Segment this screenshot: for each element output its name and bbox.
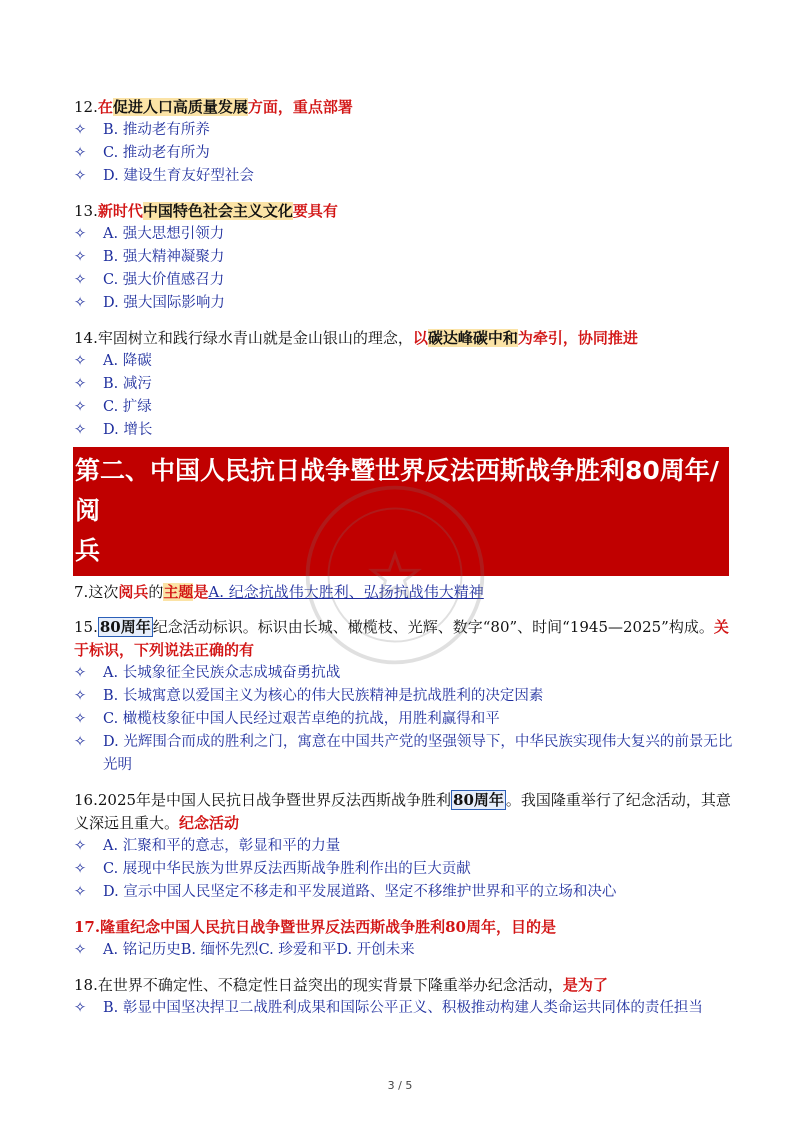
q13-option: ✧ C. 强大价值感召力 (74, 269, 734, 292)
page-number: 3 / 5 (387, 1079, 413, 1092)
diamond-star-icon: ✧ (74, 272, 87, 288)
q12-option: ✧ B. 推动老有所养 (74, 119, 734, 142)
q16-option: ✧ C. 展现中华民族为世界反法西斯战争胜利作出的巨大贡献 (74, 858, 734, 881)
q12-option: ✧ D. 建设生育友好型社会 (74, 165, 734, 188)
highlight-box: 80周年 (453, 791, 504, 809)
diamond-star-icon: ✧ (74, 376, 87, 392)
diamond-star-icon: ✧ (74, 168, 87, 184)
diamond-star-icon: ✧ (74, 122, 87, 138)
question-18: 18.在世界不确定性、不稳定性日益突出的现实背景下隆重举办纪念活动，是为了 (74, 976, 608, 994)
highlight-box: 80周年 (99, 618, 151, 636)
diamond-star-icon: ✧ (74, 295, 87, 311)
diamond-star-icon: ✧ (74, 226, 87, 242)
q14-option: ✧ D. 增长 (74, 419, 734, 442)
q14-option: ✧ B. 减污 (74, 373, 734, 396)
diamond-star-icon: ✧ (74, 1000, 87, 1016)
q7-answer: A. 纪念抗战伟大胜利、弘扬抗战伟大精神 (208, 583, 484, 601)
question-7: 7.这次阅兵的主题是A. 纪念抗战伟大胜利、弘扬抗战伟大精神 (74, 583, 484, 601)
q14-option: ✧ A. 降碳 (74, 350, 734, 373)
diamond-star-icon: ✧ (74, 353, 87, 369)
diamond-star-icon: ✧ (74, 884, 87, 900)
content (74, 96, 734, 1020)
q17-option: ✧ A. 铭记历史B. 缅怀先烈C. 珍爱和平D. 开创未来 (74, 939, 734, 962)
q15-option: ✧ D. 光辉围合而成的胜利之门，寓意在中国共产党的坚强领导下，中华民族实现伟大复兴的前景无比光明 (74, 731, 734, 777)
q13-option: ✧ B. 强大精神凝聚力 (74, 246, 734, 269)
question-12: 12.在促进人口高质量发展方面，重点部署 (74, 98, 353, 116)
diamond-star-icon: ✧ (74, 838, 87, 854)
diamond-star-icon: ✧ (74, 688, 87, 704)
q15-option: ✧ A. 长城象征全民族众志成城奋勇抗战 (74, 662, 734, 685)
q15-option: ✧ B. 长城寓意以爱国主义为核心的伟大民族精神是抗战胜利的决定因素 (74, 685, 734, 708)
q15-option: ✧ C. 橄榄枝象征中国人民经过艰苦卓绝的抗战，用胜利赢得和平 (74, 708, 734, 731)
question-16: 16.2025年是中国人民抗日战争暨世界反法西斯战争胜利 80周年 。我国隆重举行了纪念活动，其意义深远且重大。纪念活动 (74, 791, 731, 832)
q14-option: ✧ C. 扩绿 (74, 396, 734, 419)
question-13: 13.新时代中国特色社会主义文化要具有 (74, 202, 338, 220)
q18-option: ✧ B. 彰显中国坚决捍卫二战胜利成果和国际公平正义、积极推动构建人类命运共同体的责任担当 (74, 997, 734, 1020)
q16-option: ✧ D. 宣示中国人民坚定不移走和平发展道路、坚定不移维护世界和平的立场和决心 (74, 881, 734, 904)
diamond-star-icon: ✧ (74, 399, 87, 415)
diamond-star-icon: ✧ (74, 422, 87, 438)
diamond-star-icon: ✧ (74, 145, 87, 161)
q16-option: ✧ A. 汇聚和平的意志，彰显和平的力量 (74, 835, 734, 858)
section-banner-line2: 兵 (75, 536, 101, 565)
diamond-star-icon: ✧ (74, 942, 87, 958)
diamond-star-icon: ✧ (74, 861, 87, 877)
diamond-star-icon: ✧ (74, 734, 87, 750)
q13-option: ✧ A. 强大思想引领力 (74, 223, 734, 246)
diamond-star-icon: ✧ (74, 711, 87, 727)
question-15: 15. 80周年 纪念活动标识。标识由长城、橄榄枝、光辉、数字“80”、时间“1945—2025”构成。关于标识，下列说法正确的有 (74, 618, 729, 659)
diamond-star-icon: ✧ (74, 249, 87, 265)
question-14: 14.牢固树立和践行绿水青山就是金山银山的理念，以碳达峰碳中和为牵引，协同推进 (74, 329, 638, 347)
q12-option: ✧ C. 推动老有所为 (74, 142, 734, 165)
q13-option: ✧ D. 强大国际影响力 (74, 292, 734, 315)
diamond-star-icon: ✧ (74, 665, 87, 681)
section-banner (73, 447, 729, 576)
question-17: 17.隆重纪念中国人民抗日战争暨世界反法西斯战争胜利80周年，目的是 (74, 918, 556, 936)
section-banner-line1: 第二、中国人民抗日战争暨世界反法西斯战争胜利80周年/阅 (75, 456, 719, 525)
